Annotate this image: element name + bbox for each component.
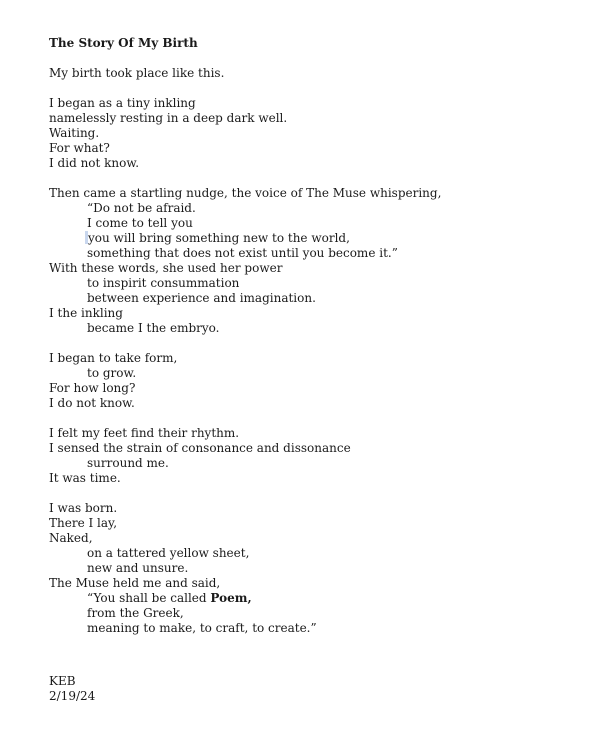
- poem-document: [49, 36, 569, 704]
- poem-line: My birth took place like this.: [49, 66, 225, 80]
- stanza-break: [49, 171, 569, 186]
- poem-line-indented: on a tattered yellow sheet,: [87, 546, 250, 560]
- poem-line: Then came a startling nudge, the voice of The Muse whispering,: [49, 186, 442, 200]
- poem-line-indented: to inspirit consummation: [87, 276, 240, 290]
- poem-title: The Story Of My Birth: [49, 36, 198, 50]
- poem-line: Waiting.: [49, 126, 100, 140]
- poem-line-indented: I come to tell you: [87, 216, 193, 230]
- stanza-break: [49, 81, 569, 96]
- poem-line-text: “You shall be called: [87, 591, 211, 605]
- signature-initials: KEB: [49, 674, 76, 688]
- stanza-break: [49, 486, 569, 501]
- poem-line: It was time.: [49, 471, 121, 485]
- poem-line: Naked,: [49, 531, 93, 545]
- poem-line-indented: [49, 591, 569, 606]
- poem-line-indented: to grow.: [87, 366, 137, 380]
- poem-line: I felt my feet find their rhythm.: [49, 426, 240, 440]
- poem-line: I sensed the strain of consonance and dissonance: [49, 441, 351, 455]
- signature-date: 2/19/24: [49, 689, 96, 703]
- poem-line-indented: “Do not be afraid.: [87, 201, 196, 215]
- stanza-break: [49, 411, 569, 426]
- poem-line: For how long?: [49, 381, 136, 395]
- poem-line: I was born.: [49, 501, 118, 515]
- stanza-break: [49, 336, 569, 351]
- poem-line: I did not know.: [49, 156, 140, 170]
- poem-line: With these words, she used her power: [49, 261, 283, 275]
- poem-line: namelessly resting in a deep dark well.: [49, 111, 288, 125]
- section-break: [49, 651, 569, 674]
- poem-line: I the inkling: [49, 306, 123, 320]
- poem-line: I began as a tiny inkling: [49, 96, 196, 110]
- poem-line: For what?: [49, 141, 110, 155]
- poem-line-indented: from the Greek,: [87, 606, 184, 620]
- poem-word-bold: Poem,: [210, 591, 252, 605]
- poem-line-indented: something that does not exist until you become it.”: [87, 246, 398, 260]
- poem-line-indented: surround me.: [87, 456, 169, 470]
- poem-line-indented: meaning to make, to craft, to create.”: [87, 621, 317, 635]
- poem-line: There I lay,: [49, 516, 118, 530]
- stanza-break: [49, 636, 569, 651]
- poem-line-indented: between experience and imagination.: [87, 291, 316, 305]
- poem-line: I do not know.: [49, 396, 135, 410]
- poem-line-indented: new and unsure.: [87, 561, 189, 575]
- poem-line: I began to take form,: [49, 351, 178, 365]
- poem-line-indented: became I the embryo.: [87, 321, 220, 335]
- poem-line-indented[interactable]: [49, 231, 569, 246]
- poem-line: The Muse held me and said,: [49, 576, 221, 590]
- poem-line-text: you will bring something new to the world,: [88, 231, 350, 245]
